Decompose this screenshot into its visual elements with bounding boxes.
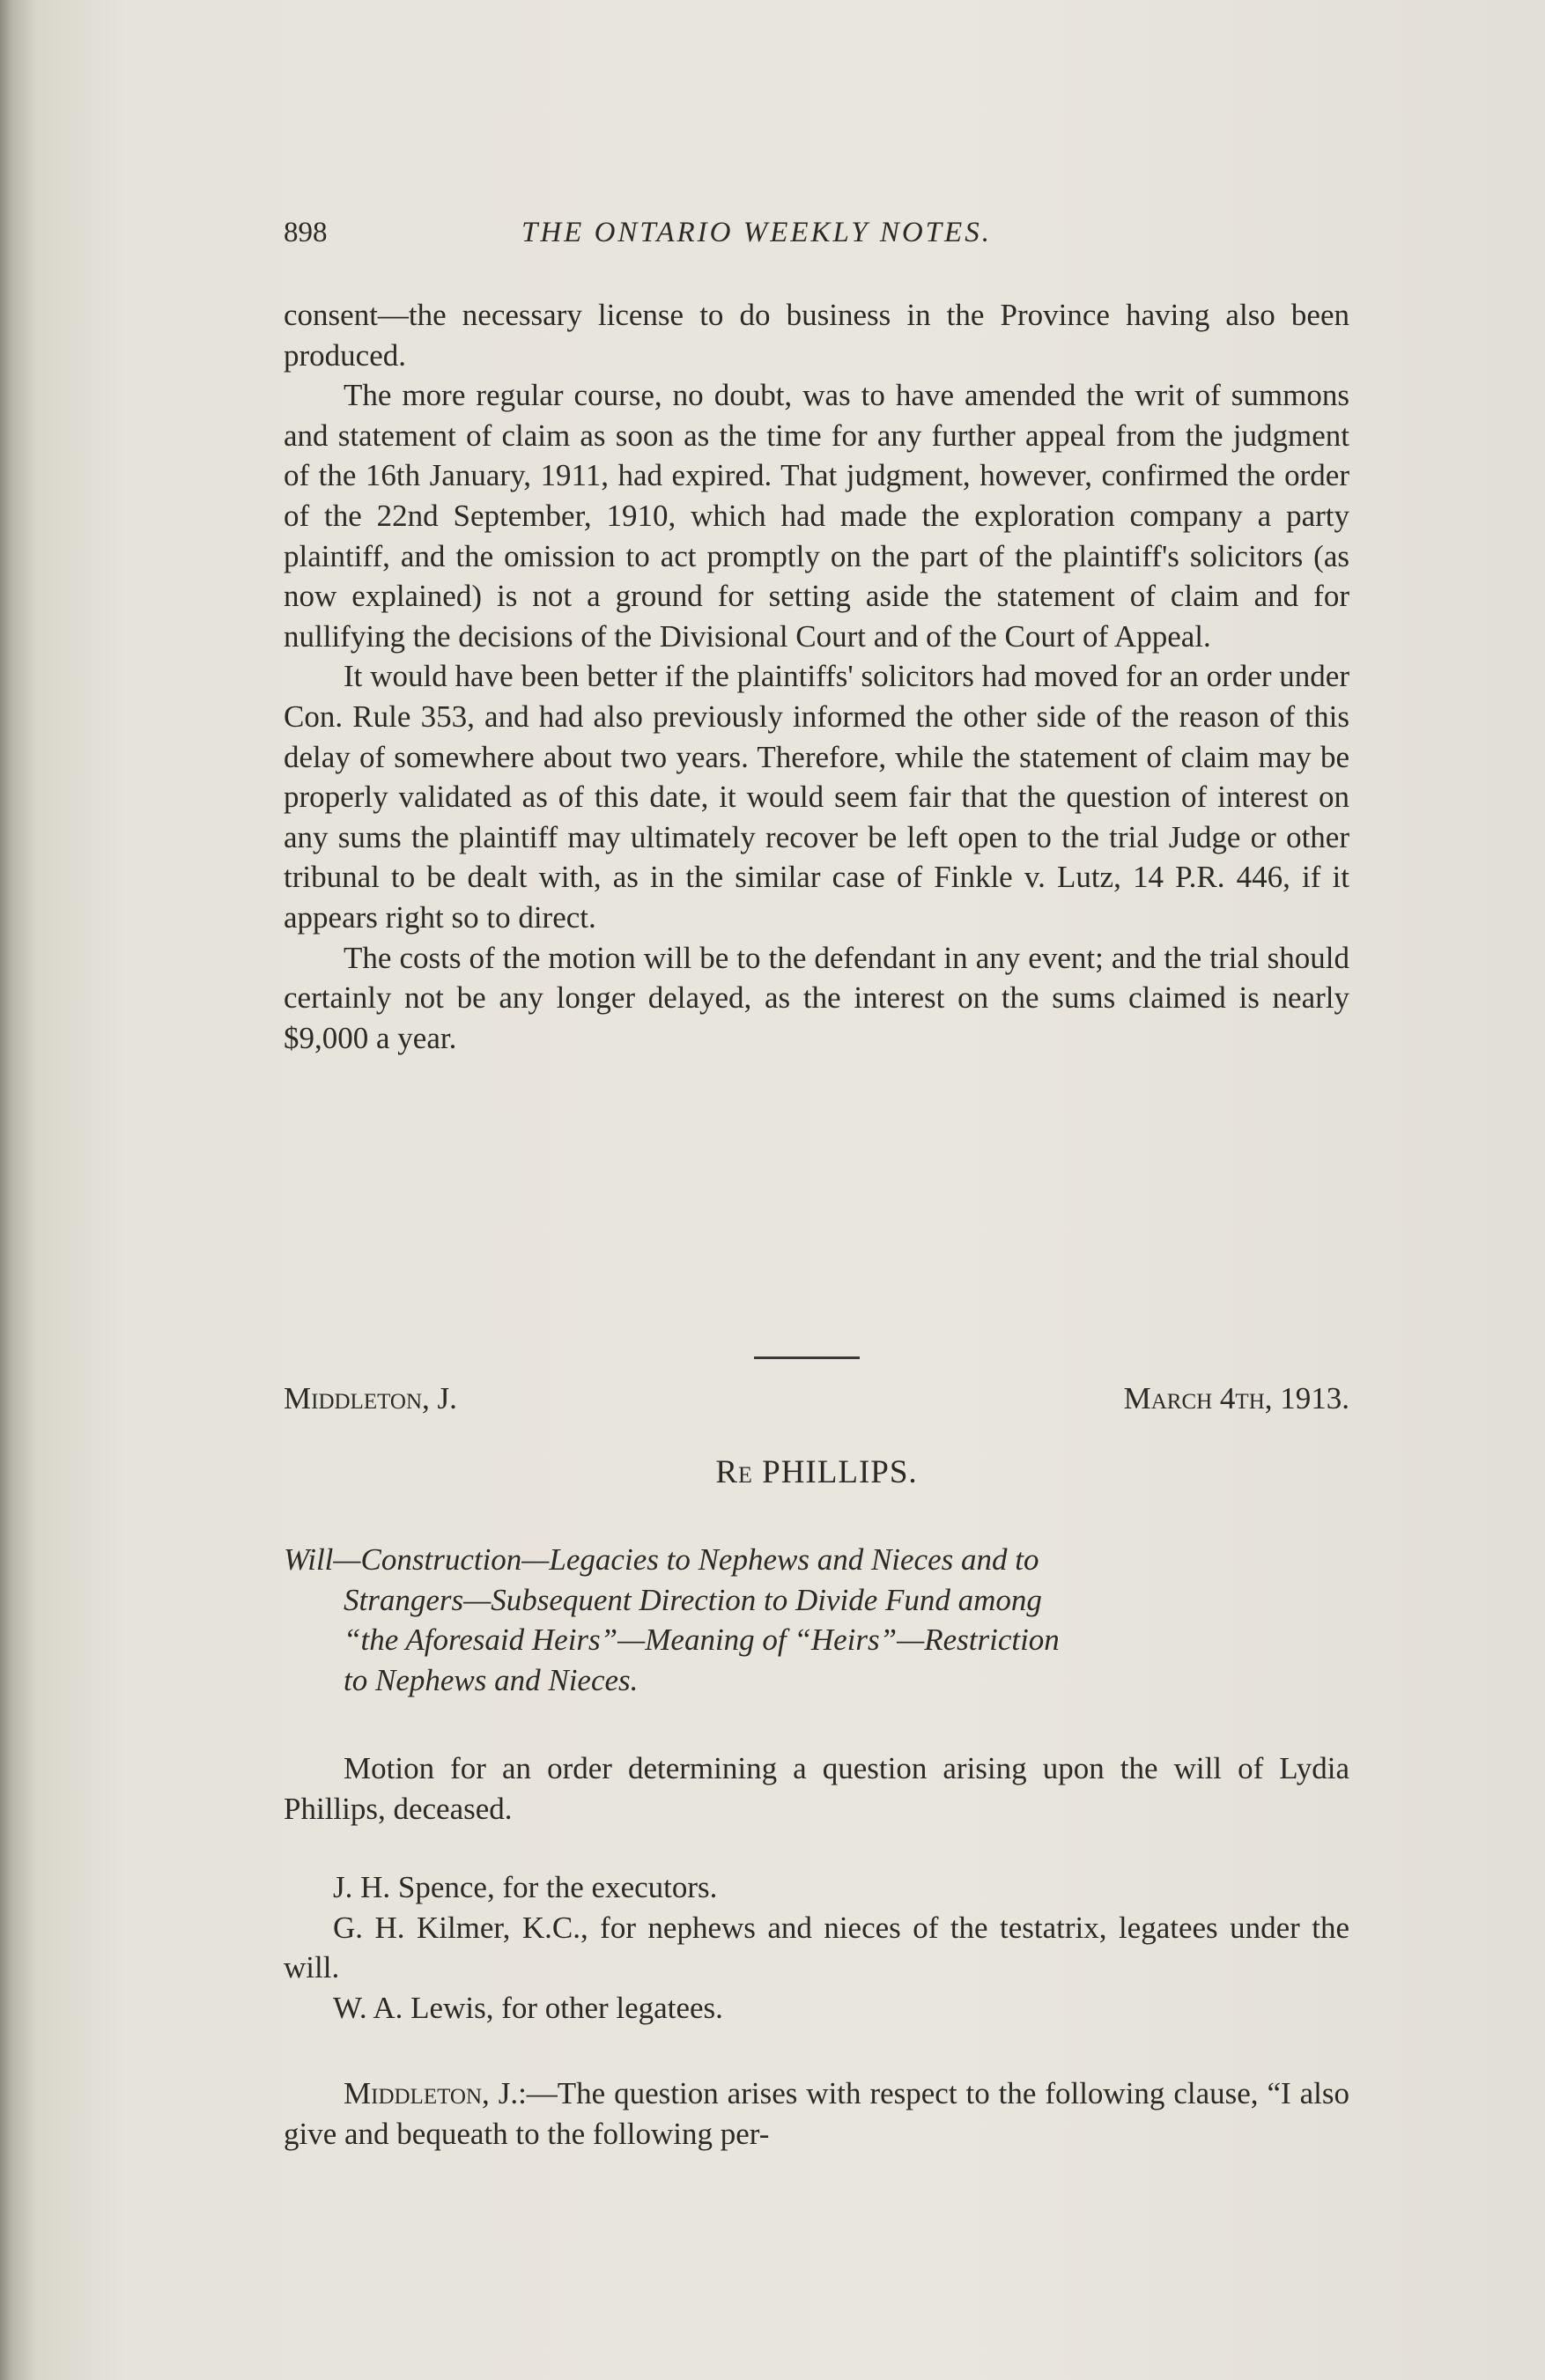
paragraph: The costs of the motion will be to the defendant in any event; and the trial should certainly not be any longer delayed, as the interest on the sums claimed is nearly $9,000 a year. xyxy=(284,940,1349,1055)
page-number: 898 xyxy=(284,217,328,248)
motion-statement xyxy=(284,1748,1349,1829)
paragraph: The more regular course, no doubt, was to have amended the writ of summons and statement of claim as soon as the time for any further appeal from the judgment of the 16th January, 1911, had expired. That judgment, however, confirmed the order of the 22nd September, 1910, which had made the exploration company a party plaintiff, and the omission to act promptly on the part of the plaintiff's solicitors (as now explained) is not a ground for setting aside the statement of claim and for nullifying the decisions of the Divisional Court and of the Court of Appeal. xyxy=(284,378,1349,654)
counsel-entry: G. H. Kilmer, K.C., for nephews and nieces of the testatrix, legatees under the will. xyxy=(284,1910,1349,1985)
case-title xyxy=(284,1453,1349,1491)
running-title: THE ONTARIO WEEKLY NOTES. xyxy=(521,217,992,248)
page-header xyxy=(284,217,1349,255)
paragraph: It would have been better if the plaintiffs' solicitors had moved for an order under Con. Rule 353, and had also previously informed the other side of the reason of this delay of somewhere about two years. Therefore, while the statement of claim may be properly validated as of this date, it would seem fair that the question of interest on any sums the plaintiff may ultimately recover be left open to the trial Judge or other tribunal to be dealt with, as in the similar case of Finkle v. Lutz, 14 P.R. 446, if it appears right so to direct. xyxy=(284,659,1349,935)
case-byline xyxy=(284,1381,1349,1422)
headnote-line: to Nephews and Nieces. xyxy=(344,1662,639,1697)
case-title-name: PHILLIPS. xyxy=(762,1454,918,1490)
headnote-line: Strangers—Subsequent Direction to Divide Fund among xyxy=(344,1582,1042,1617)
counsel-entry: W. A. Lewis, for other legatees. xyxy=(333,1990,723,2025)
paragraph xyxy=(284,2073,1349,2154)
binding-edge xyxy=(0,0,35,2380)
headnote xyxy=(284,1540,1349,1700)
counsel-entry: J. H. Spence, for the executors. xyxy=(333,1870,718,1904)
judge-name: Middleton, J. xyxy=(284,1381,457,1415)
judgment-text: :—The question arises with respect to the following clause, “I also give and bequeath to the following per- xyxy=(284,2076,1349,2151)
paragraph: consent—the necessary license to do business in the Province having also been produced. xyxy=(284,298,1349,373)
headnote-line: Will—Construction—Legacies to Nephews and Nieces and to xyxy=(284,1542,1039,1577)
case-date: March 4th, 1913. xyxy=(1123,1381,1349,1415)
counsel-list xyxy=(284,1867,1349,2028)
opinion-conclusion xyxy=(284,295,1349,1058)
headnote-line: “the Aforesaid Heirs”—Meaning of “Heirs”—Restriction xyxy=(344,1622,1060,1658)
judgment-opening xyxy=(284,2073,1349,2154)
section-divider xyxy=(754,1356,860,1359)
case-title-re: Re xyxy=(715,1454,753,1490)
paragraph: Motion for an order determining a question arising upon the will of Lydia Phillips, deceased. xyxy=(284,1751,1349,1826)
judgment-judge: Middleton, J. xyxy=(344,2076,519,2110)
